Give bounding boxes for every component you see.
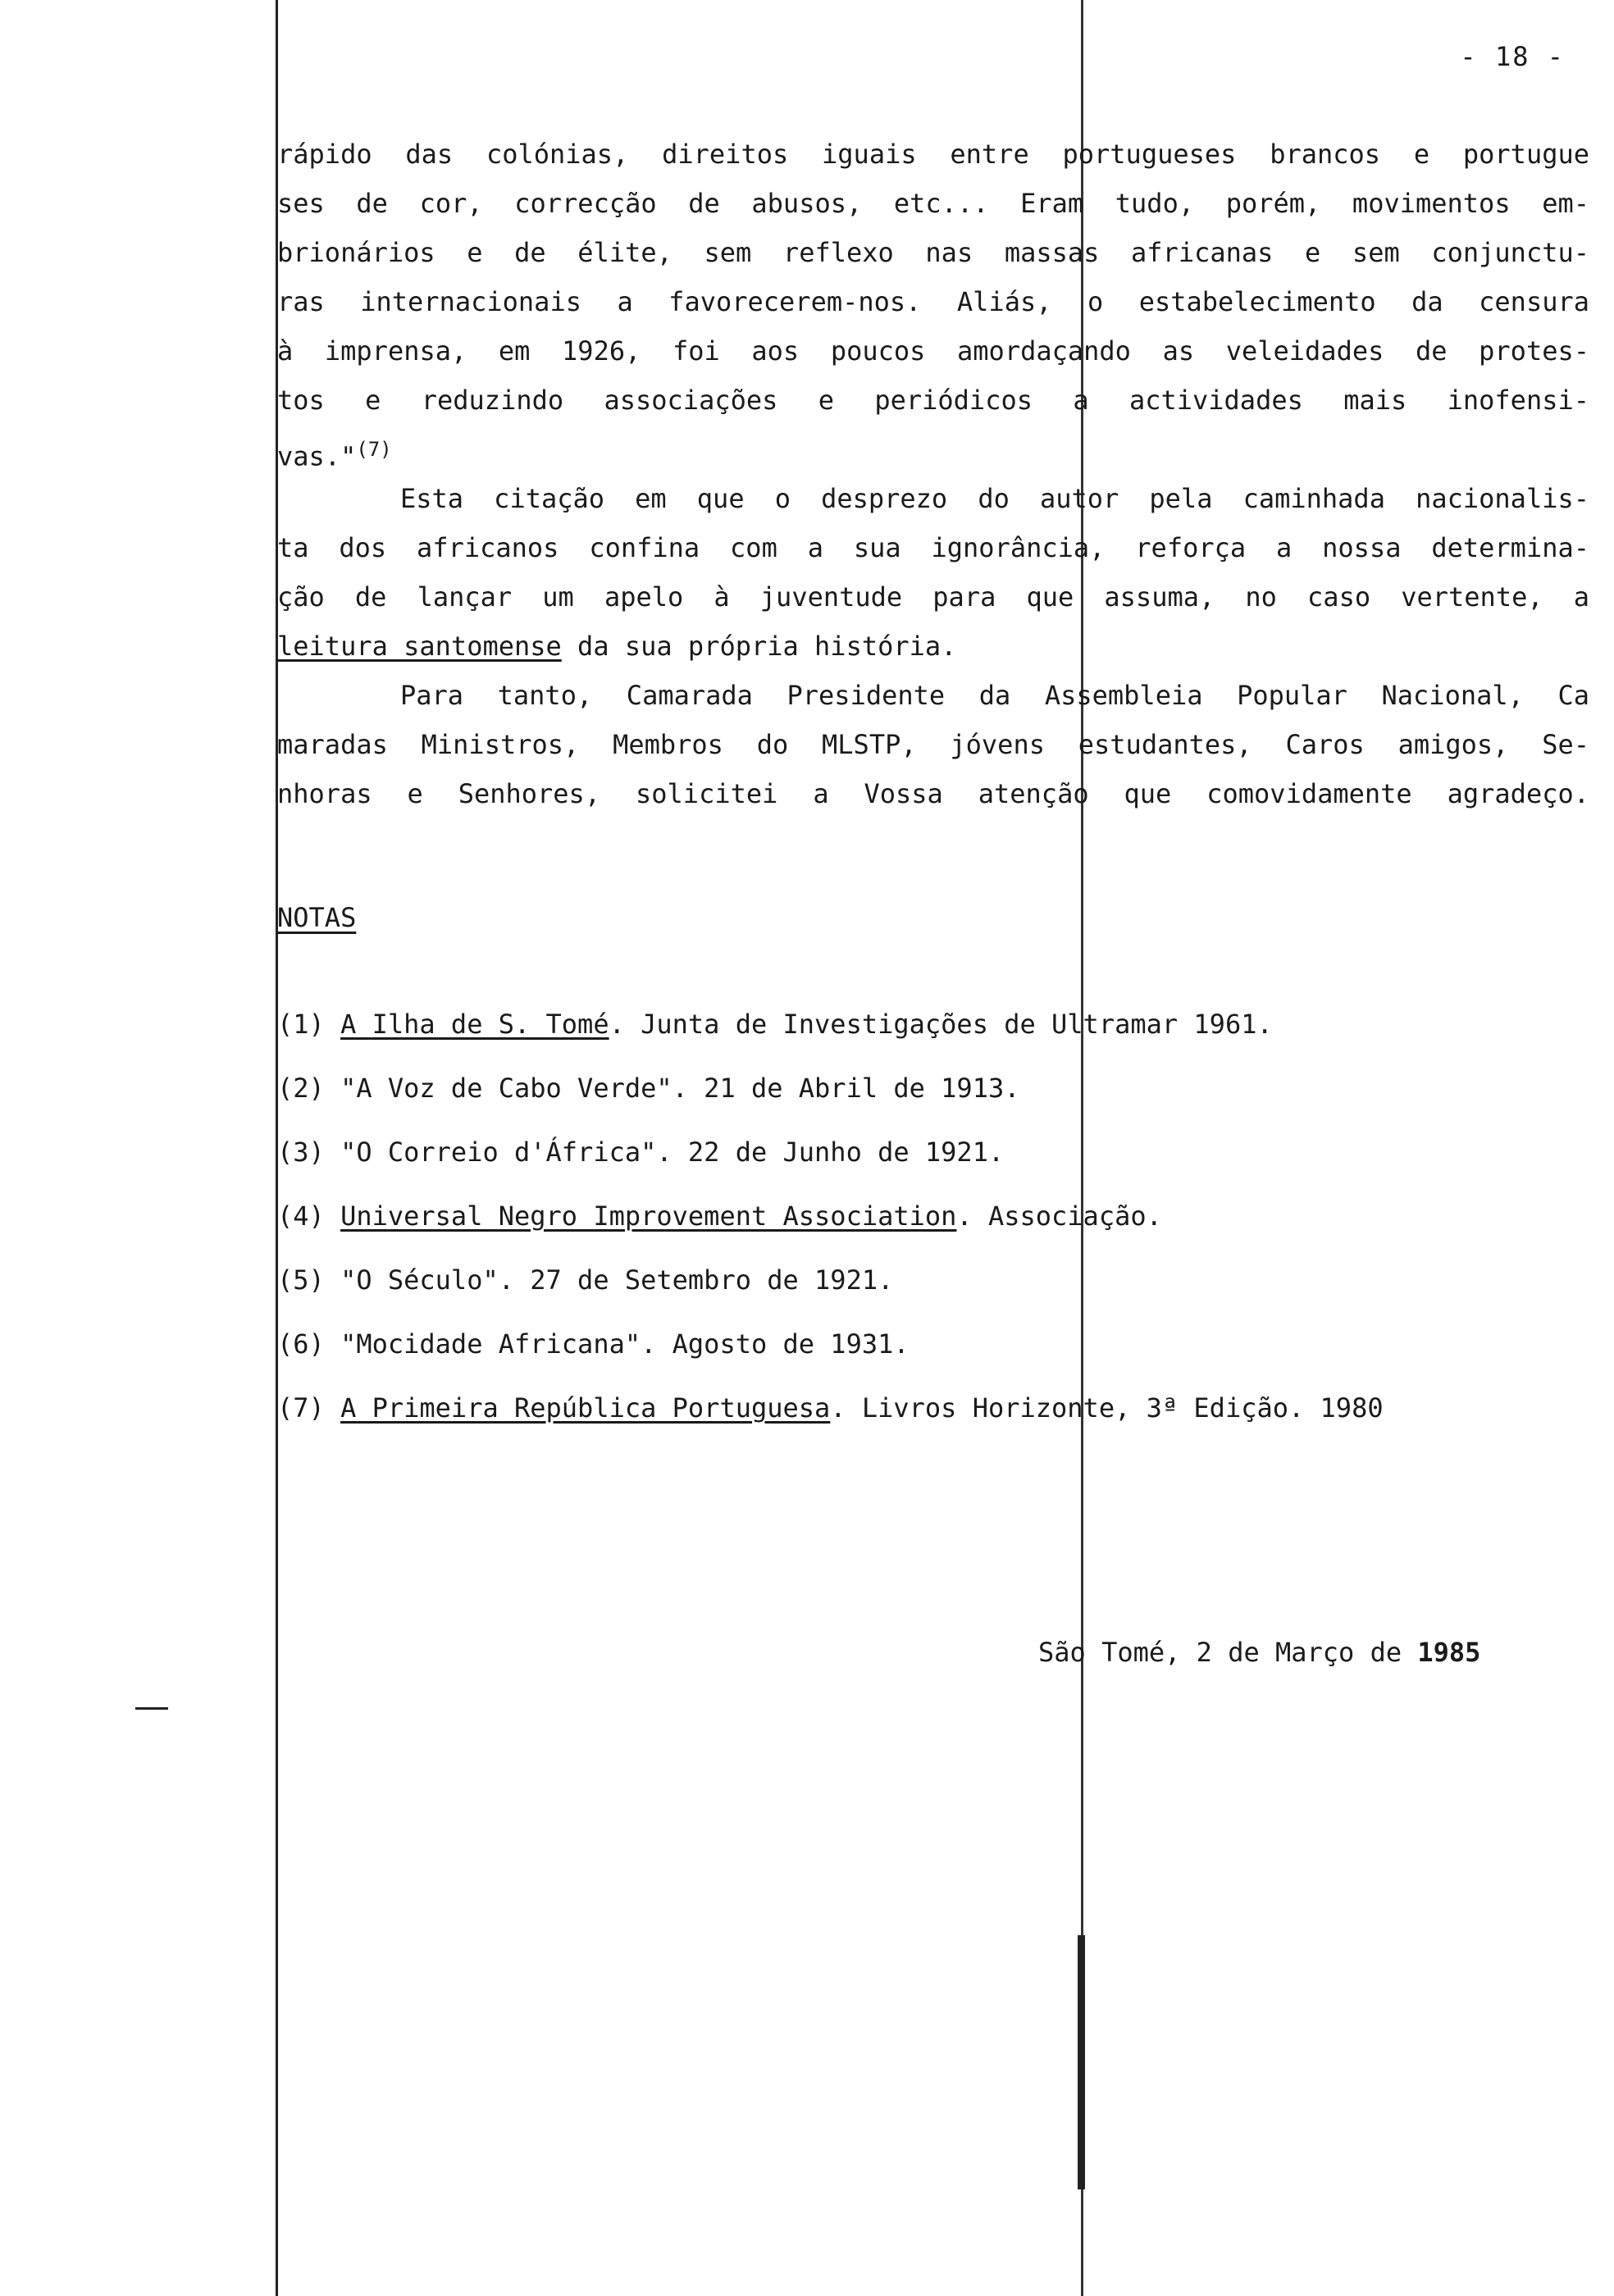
- note-number: (7): [277, 1392, 325, 1424]
- ink-dash: [135, 1707, 168, 1710]
- text-line: [277, 425, 1589, 474]
- notes-list: [277, 992, 1557, 1440]
- note-number: (3): [277, 1137, 325, 1168]
- text-line: brionários e de élite, sem reflexo nas massas africanas e sem conjunctu-: [277, 237, 1589, 268]
- ink-mark: [1078, 1935, 1085, 2189]
- text-fragment: da sua própria história.: [561, 631, 957, 662]
- text-line: ta dos africanos confina com a sua ignorância, reforça a nossa determina-: [277, 532, 1589, 563]
- text-line: ras internacionais a favorecerem-nos. Aliás, o estabelecimento da censura: [277, 286, 1589, 317]
- text-line: tos e reduzindo associações e periódicos a actividades mais inofensi-: [277, 385, 1589, 416]
- signoff-place-date: São Tomé, 2 de Março de: [1038, 1637, 1418, 1668]
- quote-end: vas.": [277, 440, 357, 472]
- note-text: . Associação.: [956, 1200, 1162, 1232]
- text-line: rápido das colónias, direitos iguais entre portugueses brancos e portugue: [277, 139, 1589, 170]
- note-title: Universal Negro Improvement Association: [340, 1200, 957, 1232]
- note-text: "Mocidade Africana". Agosto de 1931.: [340, 1328, 910, 1360]
- note-item: [277, 1376, 1557, 1440]
- note-number: (6): [277, 1328, 325, 1360]
- note-item: [277, 1056, 1557, 1120]
- note-item: [277, 1312, 1557, 1376]
- text-line: [277, 622, 1589, 671]
- note-text: "O Correio d'África". 22 de Junho de 1921.: [340, 1137, 1005, 1168]
- note-text: . Junta de Investigações de Ultramar 1961.: [609, 1009, 1273, 1040]
- text-line: nhoras e Senhores, solicitei a Vossa atenção que comovidamente agradeço.: [277, 778, 1589, 809]
- note-text: "O Século". 27 de Setembro de 1921.: [340, 1264, 894, 1296]
- text-line: Para tanto, Camarada Presidente da Assembleia Popular Nacional, Ca: [400, 680, 1589, 711]
- signoff-year: 1985: [1417, 1637, 1481, 1668]
- notes-heading: NOTAS: [277, 902, 357, 933]
- note-text: "A Voz de Cabo Verde". 21 de Abril de 1913.: [340, 1073, 1020, 1104]
- text-line: à imprensa, em 1926, foi aos poucos amordaçando as veleidades de protes-: [277, 335, 1589, 367]
- note-item: [277, 1248, 1557, 1312]
- page-number: - 18 -: [1460, 41, 1565, 72]
- note-number: (5): [277, 1264, 325, 1296]
- text-line: ses de cor, correcção de abusos, etc... Eram tudo, porém, movimentos em-: [277, 188, 1589, 219]
- text-line: Esta citação em que o desprezo do autor pela caminhada nacionalis-: [400, 483, 1589, 514]
- note-number: (1): [277, 1009, 325, 1040]
- note-item: [277, 1184, 1557, 1248]
- underlined-phrase: leitura santomense: [277, 631, 562, 662]
- note-text: . Livros Horizonte, 3ª Edição. 1980: [830, 1392, 1384, 1424]
- note-item: [277, 1120, 1557, 1184]
- text-line: ção de lançar um apelo à juventude para que assuma, no caso vertente, a: [277, 581, 1589, 613]
- note-title: A Ilha de S. Tomé: [340, 1009, 609, 1040]
- footnote-ref: (7): [356, 438, 392, 461]
- note-number: (4): [277, 1200, 325, 1232]
- note-item: [277, 992, 1557, 1056]
- text-line: maradas Ministros, Membros do MLSTP, jóvens estudantes, Caros amigos, Se-: [277, 729, 1589, 760]
- place-date-signoff: [1038, 1632, 1480, 1673]
- note-title: A Primeira República Portuguesa: [340, 1392, 831, 1424]
- note-number: (2): [277, 1073, 325, 1104]
- body-text: [277, 130, 1589, 818]
